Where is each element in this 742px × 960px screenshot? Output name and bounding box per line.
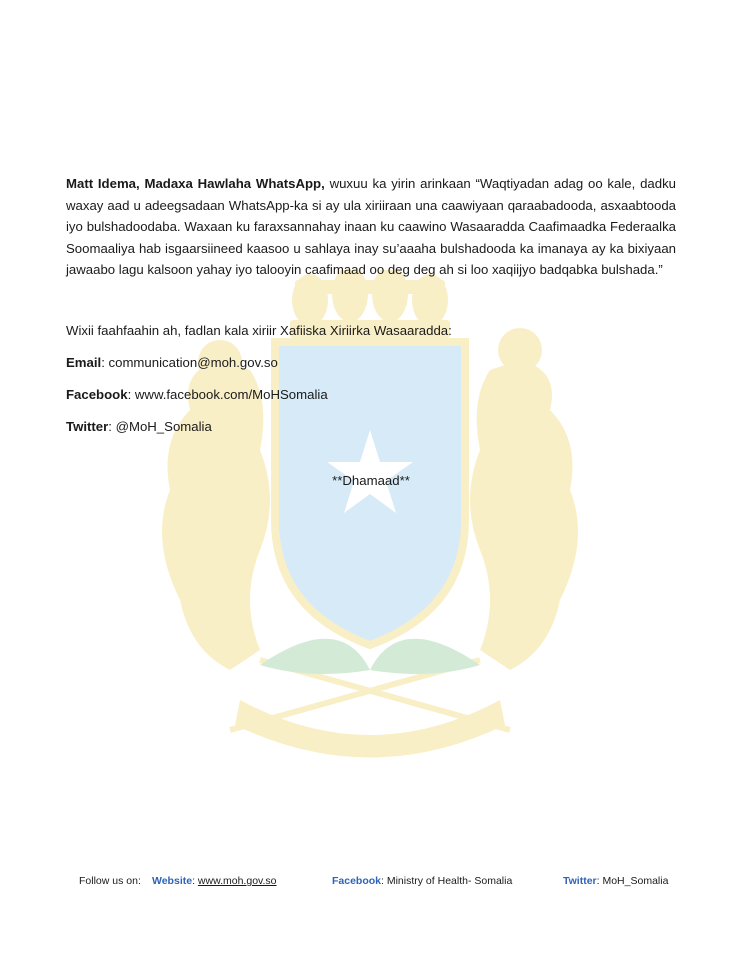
facebook-value: : www.facebook.com/MoHSomalia — [127, 386, 328, 402]
end-mark: **Dhamaad** — [332, 472, 410, 488]
page-footer — [79, 875, 679, 891]
statement-paragraph — [66, 173, 676, 281]
contact-intro: Wixii faahfaahin ah, fadlan kala xiriir Xafiiska Xiriirka Wasaaradda: — [66, 322, 452, 338]
facebook-line — [66, 385, 676, 405]
footer-twitter — [563, 875, 668, 887]
twitter-label: Twitter — [66, 418, 109, 434]
statement-text: wuxuu ka yirin arinkaan “Waqtiyadan adag oo kale, dadku waxay aad u adeegsadaan WhatsApp-ka si ay ula xiriiraan una caawiyaan qaraabadooda, asxaabtooda iyo bulshadoodaba. Waxaan ku faraxsannahay inaan ku caawino Wasaaradda Caafimaadka Federaalka Soomaaliya hab isgaarsiineed kaasoo u sahlaya inay su’aaaha bulshadooda ka imanaya ay ka bixiyaan jawaabo lagu kalsoon yahay iyo talooyin caafimaad oo deg deg ah si loo xaqiijyo badqabka bulshada.” — [66, 176, 677, 277]
footer-website-sep: : — [192, 875, 198, 887]
footer-facebook — [332, 875, 512, 887]
footer-website — [152, 875, 277, 887]
email-label: Email — [66, 354, 102, 370]
footer-follow: Follow us on: — [79, 875, 141, 887]
facebook-label: Facebook — [66, 386, 128, 402]
email-value: : communication@moh.gov.so — [101, 354, 278, 370]
speaker-name: Matt Idema, Madaxa Hawlaha WhatsApp, — [66, 176, 325, 191]
footer-facebook-value: : Ministry of Health- Somalia — [381, 875, 513, 887]
twitter-line — [66, 417, 676, 437]
footer-twitter-label: Twitter — [563, 875, 597, 887]
footer-website-link[interactable]: www.moh.gov.so — [197, 875, 277, 887]
footer-twitter-value: : MoH_Somalia — [596, 875, 669, 887]
twitter-value: : @MoH_Somalia — [108, 418, 212, 434]
footer-facebook-label: Facebook — [332, 875, 382, 887]
document-body — [66, 173, 676, 488]
email-line — [66, 353, 676, 373]
footer-website-label: Website — [152, 875, 193, 887]
